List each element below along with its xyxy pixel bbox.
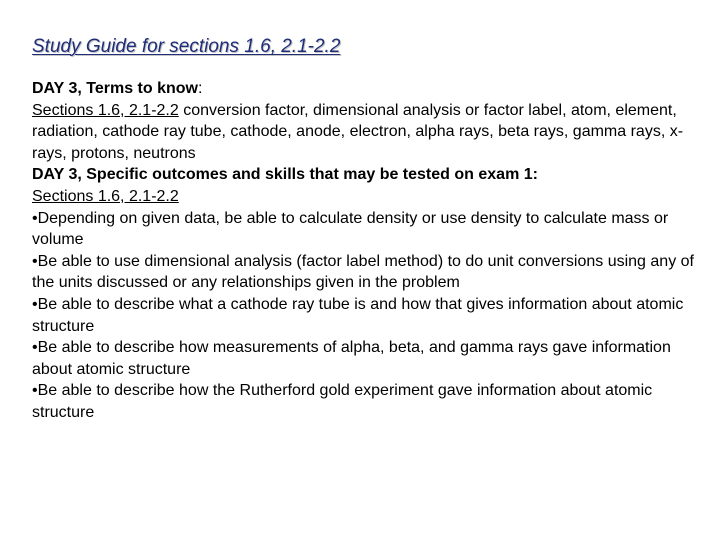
terms-list: conversion factor, dimensional analysis or factor label, atom, element, radiation, cathode ray tube, cathode, anode, electron, alpha rays, beta rays, gamma rays, x-rays, protons, neutrons	[32, 101, 684, 162]
study-guide-body	[32, 78, 702, 424]
list-item: •Be able to describe how measurements of alpha, beta, and gamma rays gave information about atomic structure	[32, 339, 671, 378]
list-item: •Be able to use dimensional analysis (factor label method) to do unit conversions using any of the units discussed or any relationships given in the problem	[32, 252, 694, 292]
page-title: Study Guide for sections 1.6, 2.1-2.2	[32, 36, 341, 57]
terms-sections-label: Sections 1.6, 2.1-2.2	[32, 101, 179, 119]
list-item: •Be able to describe how the Rutherford gold experiment gave information about atomic structure	[32, 382, 653, 421]
terms-heading-colon: :	[197, 80, 203, 97]
outcomes-heading: DAY 3, Specific outcomes and skills that may be tested on exam 1:	[32, 166, 538, 184]
terms-heading	[32, 78, 702, 100]
terms-heading-text: DAY 3, Terms to know	[32, 80, 198, 97]
terms-paragraph	[32, 100, 702, 165]
list-item: •Be able to describe what a cathode ray tube is and how that gives information about atomic structure	[32, 295, 684, 335]
outcomes-sections-label: Sections 1.6, 2.1-2.2	[32, 187, 179, 205]
list-item: •Depending on given data, be able to calculate density or use density to calculate mass or volume	[32, 209, 669, 249]
